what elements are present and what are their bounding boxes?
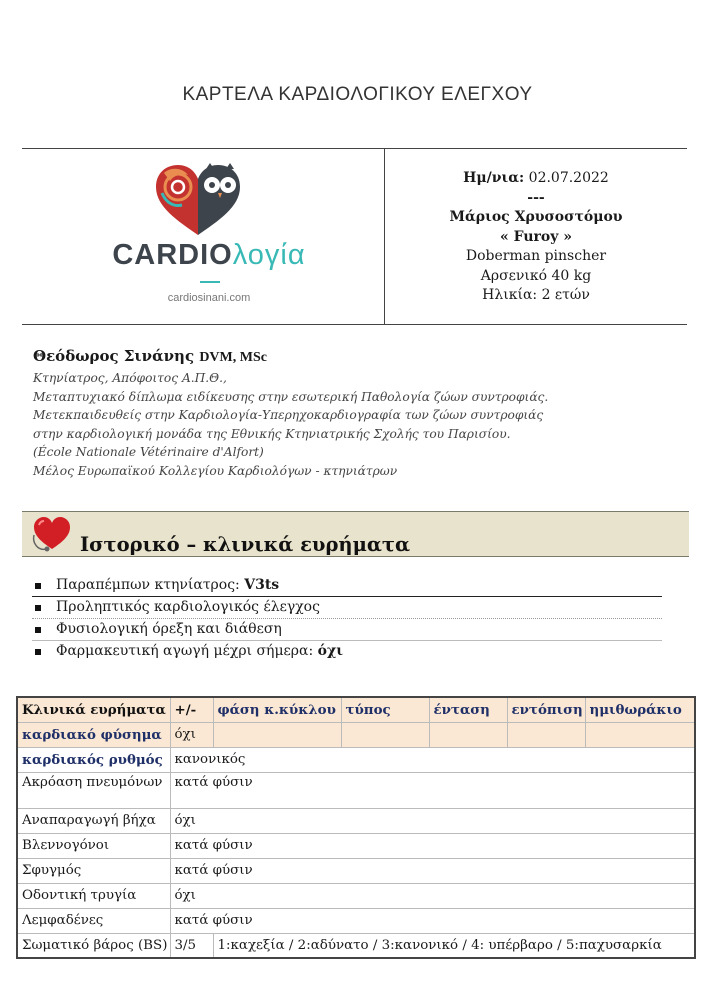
date-label: Ημ/νια: — [463, 170, 525, 186]
column-header: +/- — [170, 697, 213, 722]
column-header: τύπος — [341, 697, 429, 722]
column-header: Κλινικά ευρήματα — [17, 697, 170, 722]
list-item — [32, 597, 662, 619]
brand-wordmark — [94, 239, 324, 272]
row-label: Βλεννογόνοι — [17, 833, 170, 858]
website-text: cardiosinani.com — [167, 292, 251, 304]
row-label: Αναπαραγωγή βήχα — [17, 808, 170, 833]
list-item — [32, 641, 662, 662]
brand-part-cardio: CARDIO — [112, 239, 233, 271]
vet-bio-line: Κτηνίατρος, Απόφοιτος Α.Π.Θ., — [33, 371, 227, 385]
section-header — [22, 511, 689, 557]
row-value: όχι — [170, 808, 695, 833]
row-value: 3/5 — [170, 933, 213, 958]
row-note: 1:καχεξία / 2:αδύνατο / 3:κανονικό / 4: υπέρβαρο / 5:παχυσαρκία — [213, 933, 695, 958]
row-label: καρδιακός ρυθμός — [17, 747, 170, 772]
table-row — [17, 858, 695, 883]
bullet-icon — [35, 583, 41, 589]
table-cell — [429, 722, 507, 747]
vet-bio-line: Μεταπτυχιακό δίπλωμα ειδίκευσης στην εσωτερική Παθολογία ζώων συντροφιάς. — [33, 389, 549, 404]
table-row — [17, 833, 695, 858]
section-title: Ιστορικό – κλινικά ευρήματα — [80, 533, 411, 556]
history-text: Φαρμακευτική αγωγή μέχρι σήμερα: — [56, 643, 318, 659]
table-header-row — [17, 697, 695, 722]
vet-credentials: DVM, MSc — [199, 350, 267, 365]
date-value: 02.07.2022 — [528, 170, 609, 186]
row-label: Λεμφαδένες — [17, 908, 170, 933]
row-value: κανονικός — [170, 747, 695, 772]
table-row — [17, 883, 695, 908]
history-value: V3ts — [244, 577, 280, 593]
row-value: κατά φύσιν — [170, 858, 695, 883]
pet-breed: Doberman pinscher — [465, 248, 607, 264]
row-label: Σωματικό βάρος (BS) — [17, 933, 170, 958]
owner-name: Μάριος Χρυσοστόμου — [449, 209, 623, 225]
row-label: Ακρόαση πνευμόνων — [17, 772, 170, 808]
bullet-icon — [35, 627, 41, 633]
column-header: εντόπιση — [507, 697, 585, 722]
list-item — [32, 619, 662, 641]
table-row — [17, 808, 695, 833]
heart-stethoscope-icon — [30, 515, 74, 553]
row-label: Σφυγμός — [17, 858, 170, 883]
bullet-icon — [35, 649, 41, 655]
vet-bio-line: Μετεκπαιδευθείς στην Καρδιολογία-Υπερηχοκαρδιογραφία των ζώων συντροφιάς — [33, 408, 544, 422]
history-list — [32, 575, 662, 662]
table-cell — [341, 722, 429, 747]
clinic-logo — [22, 149, 384, 324]
list-item — [32, 575, 662, 597]
table-row — [17, 933, 695, 958]
history-value: όχι — [317, 643, 343, 659]
date-line — [385, 169, 687, 189]
vet-info — [33, 345, 673, 480]
vet-bio-line: Μέλος Ευρωπαϊκού Κολλεγίου Καρδιολόγων - κτηνιάτρων — [33, 463, 398, 478]
column-header: ένταση — [429, 697, 507, 722]
row-value: όχι — [170, 722, 213, 747]
row-value: όχι — [170, 883, 695, 908]
header-box — [22, 148, 687, 325]
brand-underline — [200, 281, 220, 283]
row-label: Οδοντική τρυγία — [17, 883, 170, 908]
table-cell — [585, 722, 695, 747]
history-text: Προληπτικός καρδιολογικός έλεγχος — [56, 599, 320, 615]
row-value: κατά φύσιν — [170, 908, 695, 933]
vet-bio-line: στην καρδιολογική μονάδα της Εθνικής Κτηνιατρικής Σχολής του Παρισίου. — [33, 426, 511, 441]
history-text: Φυσιολογική όρεξη και διάθεση — [56, 621, 282, 637]
vet-name: Θεόδωρος Σινάνης — [33, 347, 195, 365]
vet-name-line — [33, 345, 673, 369]
row-value: κατά φύσιν — [170, 833, 695, 858]
vet-bio-line: (École Nationale Vétérinaire d'Alfort) — [33, 445, 264, 459]
page-title: ΚΑΡΤΕΛΑ ΚΑΡΔΙΟΛΟΓΙΚΟΥ ΕΛΕΓΧΟΥ — [182, 84, 533, 105]
table-row — [17, 908, 695, 933]
pet-age: Ηλικία: 2 ετών — [482, 287, 590, 303]
column-header: φάση κ.κύκλου — [213, 697, 341, 722]
info-separator: --- — [527, 189, 545, 206]
clinical-findings-table — [16, 696, 696, 959]
history-text: Παραπέμπων κτηνίατρος: — [56, 577, 245, 593]
table-row — [17, 747, 695, 772]
table-cell — [213, 722, 341, 747]
bullet-icon — [35, 605, 41, 611]
patient-info — [385, 169, 687, 306]
pet-name: « Furoy » — [500, 228, 572, 245]
row-label: καρδιακό φύσημα — [17, 722, 170, 747]
row-value: κατά φύσιν — [170, 772, 695, 808]
brand-part-logia: λογία — [232, 239, 306, 271]
table-row — [17, 722, 695, 747]
pet-sex-weight: Αρσενικό 40 kg — [480, 267, 592, 284]
heart-owl-logo-icon — [152, 163, 244, 239]
column-header: ημιθωράκιο — [585, 697, 695, 722]
table-row — [17, 772, 695, 808]
table-cell — [507, 722, 585, 747]
